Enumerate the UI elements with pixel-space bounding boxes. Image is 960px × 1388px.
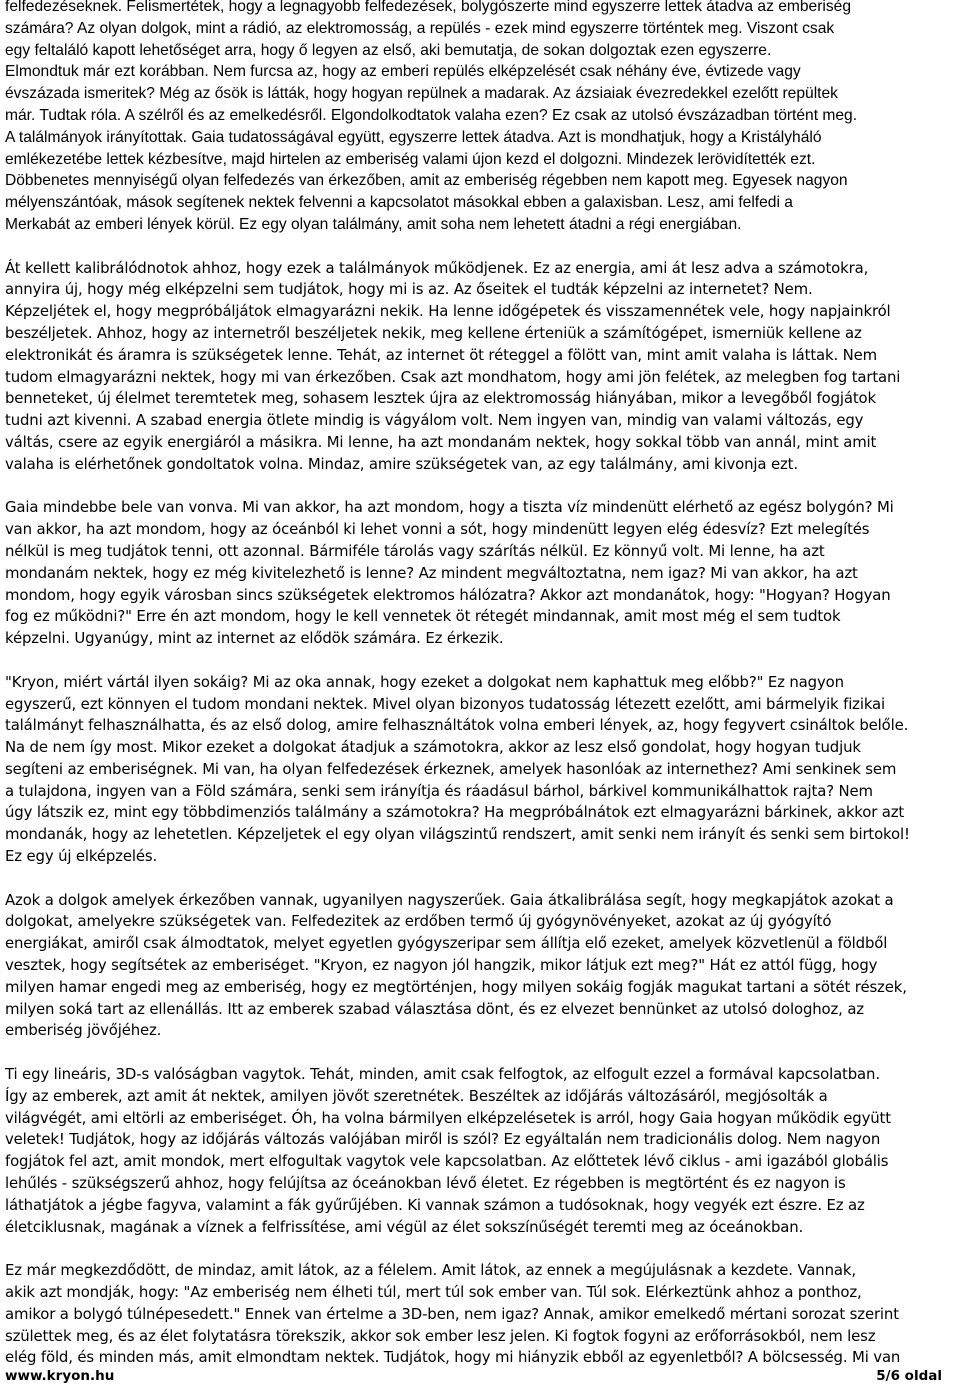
text-line: mondom, hogy egyik városban sincs szükségetek elektromos hálózatra? Akkor azt mondanátok, hogy: "Hogyan? Hogyan: [5, 585, 891, 604]
paragraph: [5, 672, 953, 868]
text-line: fogjátok fel azt, amit mondok, mert elfogultak vagytok vele kapcsolatban. Az előttetek lévő ciklus - ami igazából globális: [5, 1152, 889, 1171]
text-line: tudni azt kivenni. A szabad energia ötlete mindig is vágyálom volt. Nem ingyen van, mindig van valami változás, egy: [5, 411, 864, 430]
paragraph: [5, 1064, 953, 1238]
text-line: milyen hamar engedi meg az emberiség, hogy ez megtörténjen, hogy milyen sokáig fogják magukat tartani a sötét részek,: [5, 977, 907, 996]
paragraph-gap: [5, 1238, 953, 1260]
document-body: [5, 0, 953, 1369]
text-line: elég föld, és minden más, amit elmondtam nektek. Tudjátok, hogy mi hiányzik ebből az egyenletből? A bölcsesség. Mi van: [5, 1348, 901, 1367]
text-line: világvégét, ami eltörli az emberiséget. Óh, ha volna bármilyen elképzelésetek is arról, hogy Gaia hogyan működik együtt: [5, 1108, 891, 1127]
footer-page-number: 5/6 oldal: [876, 1368, 942, 1384]
paragraph: [5, 258, 953, 476]
text-line: A találmányok irányítottak. Gaia tudatosságával együtt, egyszerre lettek átadva. Azt is mondhatjuk, hogy a Kristályháló: [5, 128, 822, 146]
text-line: számára? Az olyan dolgok, mint a rádió, az elektromosság, a repülés - ezek mind egyszerre történtek meg. Viszont csak: [5, 19, 835, 37]
text-line: a tulajdona, ingyen van a Föld számára, senki sem irányítja és ráadásul bárhol, bárkivel kommunikálhattok rajta? Nem: [5, 781, 873, 800]
page-footer: [5, 1368, 942, 1388]
text-line: Ti egy lineáris, 3D-s valóságban vagytok. Tehát, minden, amit csak felfogtok, az elfogult ezzel a formával kapcsolatban.: [5, 1065, 880, 1084]
text-line: Döbbenetes mennyiségű olyan felfedezés van érkezőben, amit az emberiség régebben nem kapott meg. Egyesek nagyon: [5, 172, 848, 190]
text-line: amikor a bolygó túlnépesedett." Ennek van értelme a 3D-ben, nem igaz? Annak, amikor emelkedő mértani sorozat szerint: [5, 1304, 899, 1323]
paragraph: [5, 0, 953, 236]
paragraph: [5, 497, 953, 650]
text-line: felfedezéseknek. Felismertétek, hogy a legnagyobb felfedezések, bolygószerte mind egyszerre lettek átadva az emberiség: [5, 0, 851, 15]
text-line: Azok a dolgok amelyek érkezőben vannak, ugyanilyen nagyszerűek. Gaia átkalibrálása segít, hogy megkapjátok azokat a: [5, 890, 894, 909]
text-line: "Kryon, miért vártál ilyen sokáig? Mi az oka annak, hogy ezeket a dolgokat nem kaphattuk meg előbb?" Ez nagyon: [5, 672, 844, 691]
text-line: úgy látszik ez, mint egy többdimenziós találmány a számotokra? Ha megpróbálnátok ezt elmagyarázni bárkinek, akkor azt: [5, 803, 905, 822]
text-line: elektronikát és áramra is szükségetek lenne. Tehát, az internet öt réteggel a fölött van, mint amit valaha is láttak. Nem: [5, 345, 878, 364]
text-line: milyen soká tart az ellenállás. Itt az emberek szabad választása dönt, és ez elvezet bennünket az utolsó dologhoz, az: [5, 999, 864, 1018]
text-line: születtek meg, és az élet folytatásra törekszik, akkor sok ember lesz jelen. Ki fogtok fogyni az erőforrásokból, nem lesz: [5, 1326, 876, 1345]
text-line: Merkabát az emberi lények körül. Ez egy olyan találmány, amit soha nem lehetett átadni a régi energiában.: [5, 215, 742, 233]
text-line: láthatjátok a jégbe fagyva, valamint a fák gyűrűjében. Ki vannak számon a tudósoknak, hogy vegyék ezt észre. Ez az: [5, 1195, 865, 1214]
text-line: energiákat, amiről csak álmodtatok, melyet egyetlen gyógyszeripar sem állítja elő ezeket, amelyek közvetlenül a földből: [5, 934, 888, 953]
text-line: veletek! Tudjátok, hogy az időjárás változás valójában miről is szól? Ez egyáltalán nem tradicionális dolog. Nem nagyon: [5, 1130, 881, 1149]
text-line: képzelni. Ugyanúgy, mint az internet az elődök számára. Ez érkezik.: [5, 629, 504, 648]
text-line: Képzeljétek el, hogy megpróbáljátok elmagyarázni nekik. Ha lenne időgépetek és visszamennétek vele, hogy napjainkról: [5, 302, 891, 321]
paragraph-gap: [5, 236, 953, 258]
paragraph: [5, 890, 953, 1043]
text-line: egyszerű, ezt könnyen el tudom mondani nektek. Mivel olyan bizonyos tudatosság létezett ezelőtt, ami bármelyik fizikai: [5, 694, 886, 713]
paragraph: [5, 1260, 953, 1369]
text-line: mélyenszántóak, mások segítenek nektek felvenni a kapcsolatot másokkal ebben a galaxisban. Lesz, ami felfedi a: [5, 194, 793, 212]
paragraph-gap: [5, 868, 953, 890]
text-line: Elmondtuk már ezt korábban. Nem furcsa az, hogy az emberi repülés elképzelését csak néhány éve, évtizede vagy: [5, 63, 801, 81]
text-line: évszázada ismeritek? Még az ősök is látták, hogy hogyan repülnek a madarak. Az ázsiaiak évezredekkel ezelőtt repültek: [5, 85, 838, 103]
text-line: életciklusnak, magának a víznek a felfrissítése, ami végül az élet sokszínűségét teremti meg az óceánokban.: [5, 1217, 804, 1236]
text-line: találmányt felhasználhatta, és az első dolog, amire felhasználtátok volna emberi lények, az, hogy fegyvert csináltok belőle.: [5, 716, 909, 735]
text-line: dolgokat, amelyekre szükségetek van. Felfedezitek az erdőben termő új gyógynövényeket, azokat az új gyógyító: [5, 912, 832, 931]
text-line: beszéljetek. Ahhoz, hogy az internetről beszéljetek nekik, meg kellene érteniük a számítógépet, ismerniük kellene az: [5, 323, 862, 342]
text-line: Át kellett kalibrálódnotok ahhoz, hogy ezek a találmányok működjenek. Ez az energia, ami át lesz adva a számotokra,: [5, 258, 869, 277]
text-line: egy feltaláló kapott lehetőséget arra, hogy ő legyen az első, aki bemutatja, de sokan dolgoztak ezen egyszerre.: [5, 41, 772, 59]
text-line: mondanám nektek, hogy ez még kivitelezhető is lenne? Az mindent megváltoztatna, nem igaz? Mi van akkor, ha azt: [5, 563, 858, 582]
text-line: benneteket, új élelmet teremtetek meg, sohasem lesztek újra az elektromosság hiányában, mikor a levegőből fogjátok: [5, 389, 876, 408]
text-line: Így az emberek, azt amit át nektek, amilyen jövőt szeretnétek. Beszéltek az időjárás változásáról, megjósolták a: [5, 1086, 828, 1105]
text-line: Ez egy új elképzelés.: [5, 847, 158, 866]
text-line: már. Tudtak róla. A szélről és az emelkedésről. Elgondolkodtatok valaha ezen? Ez csak az utolsó évszázadban történt meg.: [5, 106, 858, 124]
paragraph-gap: [5, 650, 953, 672]
text-line: emberiség jövőjéhez.: [5, 1021, 162, 1040]
text-line: annyira új, hogy még elképzelni sem tudjátok, hogy mi is az. Az őseitek el tudták képzelni az internetet? Nem.: [5, 280, 813, 299]
text-line: valaha is elérhetőnek gondoltatok volna. Mindaz, amire szükségetek van, az egy találmány, ami kivonja ezt.: [5, 454, 798, 473]
text-line: Ez már megkezdődött, de mindaz, amit látok, az a félelem. Amit látok, az ennek a megújulásnak a kezdete. Vannak,: [5, 1261, 856, 1280]
text-line: Gaia mindebbe bele van vonva. Mi van akkor, ha azt mondom, hogy a tiszta víz mindenütt elérhető az egész bolygón? Mi: [5, 498, 894, 517]
text-line: emlékezetébe lettek kézbesítve, majd hirtelen az emberiség valami újon kezd el dolgozni. Mindezek lerövidítették ezt.: [5, 150, 816, 168]
text-line: Na de nem így most. Mikor ezeket a dolgokat átadjuk a számotokra, akkor az lesz első gondolat, hogy hogyan tudjuk: [5, 738, 861, 757]
footer-site-link[interactable]: www.kryon.hu: [5, 1368, 115, 1384]
text-line: mondanák, hogy az lehetetlen. Képzeljetek el egy olyan világszintű rendszert, amit senki nem irányít és senki sem birtokol!: [5, 825, 910, 844]
text-line: akik azt mondják, hogy: "Az emberiség nem élheti túl, mert túl sok ember van. Túl sok. Elérkeztünk ahhoz a ponthoz,: [5, 1283, 862, 1302]
text-line: segíteni az emberiségnek. Mi van, ha olyan felfedezések érkeznek, amelyek hasonlóak az internethez? Ami senkinek sem: [5, 759, 897, 778]
text-line: nélkül is meg tudjátok tenni, ott azonnal. Bármiféle tárolás vagy szárítás nélkül. Ez könnyű volt. Mi lenne, ha azt: [5, 541, 825, 560]
text-line: vesztek, hogy segítsétek az emberiséget. "Kryon, ez nagyon jól hangzik, mikor látjuk ezt meg?" Hát ez attól függ, hogy: [5, 956, 878, 975]
paragraph-gap: [5, 476, 953, 498]
text-line: tudom elmagyarázni nektek, hogy mi van érkezőben. Csak azt mondhatom, hogy ami jön felétek, az melegben fog tartani: [5, 367, 901, 386]
paragraph-gap: [5, 1042, 953, 1064]
text-line: lehűlés - szükségszerű ahhoz, hogy felújítsa az óceánokban lévő életet. Ez régebben is megtörtént és ez nagyon is: [5, 1174, 846, 1193]
text-line: váltás, csere az egyik energiáról a másikra. Mi lenne, ha azt mondanám nektek, hogy sokkal több van annál, mint amit: [5, 432, 877, 451]
text-line: van akkor, ha azt mondom, hogy az óceánból ki lehet vonni a sót, hogy mindenütt legyen elég édesvíz? Ezt melegítés: [5, 520, 870, 539]
text-line: fog ez működni?" Erre én azt mondom, hogy le kell vennetek öt rétegét mindannak, amit most még el sem tudtok: [5, 607, 841, 626]
